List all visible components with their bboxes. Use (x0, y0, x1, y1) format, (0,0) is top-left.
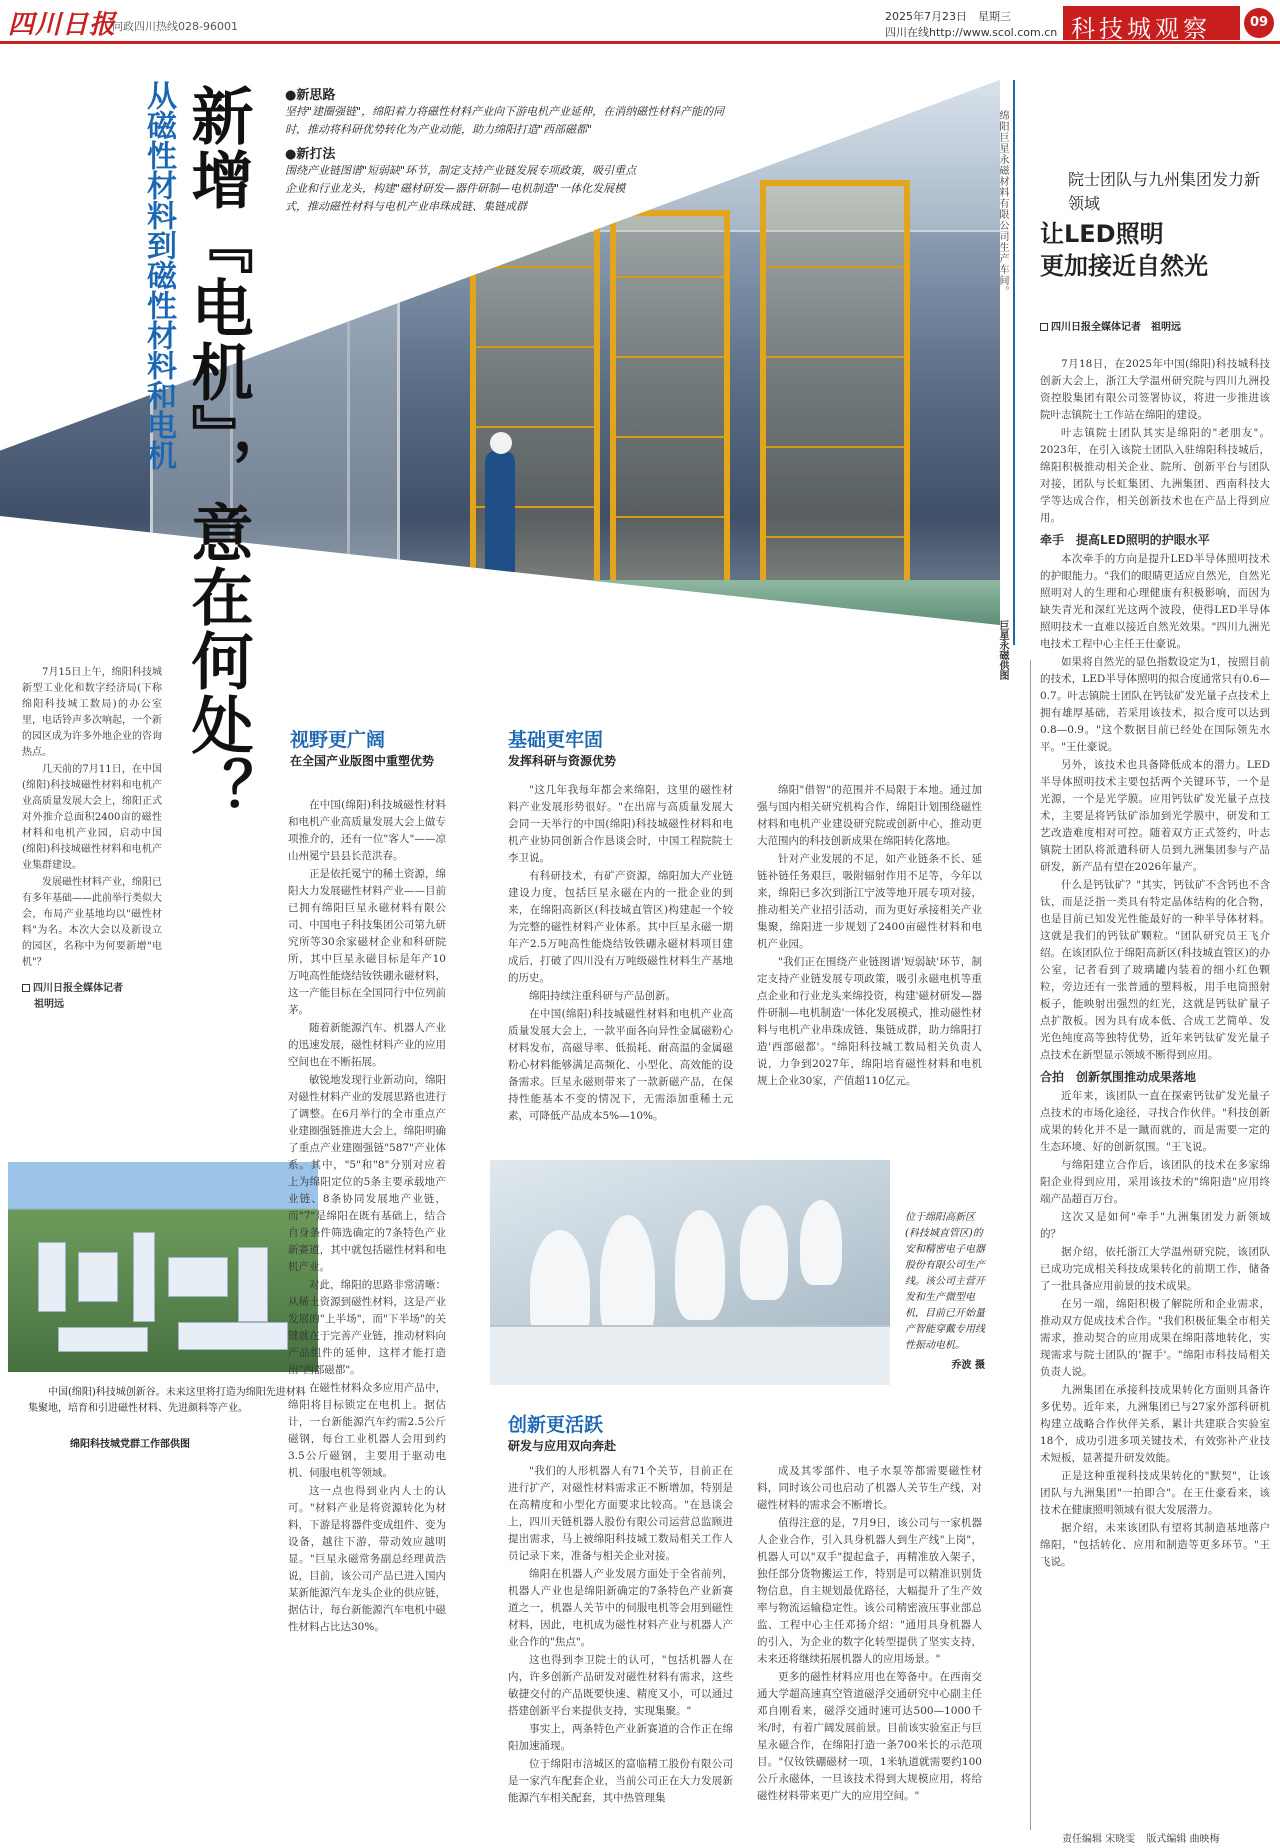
right-sec2-para: 九洲集团在承接科技成果转化方面则具备许多优势。近年来，九洲集团已与27家外部科研机构建立战略合作伙伴关系，累计共建联合实验室18个，成功引进多项关键技术，有效弥补产业技术短板，显著提升研发效能。 (1040, 1384, 1270, 1464)
intro-para: 7月15日上午，绵阳科技城新型工业化和数字经济局(下称绵阳科技城工数局)的办公室里，电话铃声多次响起，一个新的园区成为许多外地企业的咨询热点。 (22, 667, 162, 758)
masthead (0, 0, 1280, 44)
section-2-title: 基础更牢固 (508, 729, 604, 751)
right-sec2-para: 据介绍，未来该团队有望将其制造基地落户绵阳，"包括转化、应用和制造等更多环节。"王飞说。 (1040, 1522, 1270, 1568)
right-sec2-para: 这次又是如何"牵手"九洲集团发力新领域的？ (1040, 1211, 1270, 1240)
s2-para: 有科研技术，有矿产资源，绵阳加大产业链建设力度，包括巨星永磁在内的一批企业的到来，在绵阳高新区(科技城直管区)构建起一个较为完整的磁性材料产业体系。其中巨星永磁一期年产2.5万吨高性能烧结钕铁硼永磁材料项目建成后，打破了四川没有万吨级磁性材料生产基地的历史。 (508, 870, 733, 984)
right-sec1-para: 另外，该技术也具备降低成本的潜力。LED半导体照明技术主要包括两个关键环节，一个是光源，一个是光学膜。应用钙钛矿发光量子点技术，主要是将钙钛矿添加到光学膜中，研发和工艺改造难度相对可控。随着双方正式签约，叶志镇院士团队将派遣科研人员到九洲集团参与产品研发，新产品有望在2026年量产。 (1040, 759, 1270, 873)
right-sec2-para: 与绵阳建立合作后，该团队的技术在多家绵阳企业得到应用，采用该技术的"绵阳造"应用终端产品超百万台。 (1040, 1159, 1270, 1205)
intro-para: 几天前的7月11日，在中国(绵阳)科技城磁性材料和电机产业高质量发展大会上，绵阳正式对外推介总面积2400亩的磁性材料和电机产业园，启动中国(绵阳)科技城磁性材料和电机产业集群建设。 (22, 764, 162, 871)
aerial-credit: 绵阳科技城党群工作部供图 (70, 1439, 190, 1450)
editor-name: 宋晓雯 (1105, 1834, 1136, 1845)
aerial-caption (28, 1385, 313, 1417)
section-2-subtitle: 发挥科研与资源优势 (508, 754, 617, 768)
hotline-text: 问政四川热线028-96001 (112, 20, 238, 33)
aerial-caption-text: 中国(绵阳)科技城创新谷。未来这里将打造为绵阳先进材料集聚地，培育和引进磁性材料、先进颜料等产业。 (28, 1387, 306, 1414)
footer-credits (1062, 1830, 1220, 1845)
section-3-body-b (757, 1463, 982, 1806)
photo-caption-vertical: 绵阳巨星永磁材料有限公司生产车间。 (997, 110, 1008, 297)
right-headline-1: 让LED照明 (1040, 220, 1164, 248)
s2-para: 针对产业发展的不足，如产业链条不长、延链补链任务艰巨，吸附辐射作用不足等，今年以来，绵阳已多次到浙江宁波等地开展专项对接，推动相关产业招引活动，而为更好承接相关产业集聚，绵阳进一步规划了2400亩磁性材料和电机产业园。 (757, 853, 982, 950)
new-method-text: 围绕产业链图谱"短弱缺"环节，制定支持产业链发展专项政策，吸引重点企业和行业龙头，构建"磁材研发—器件研制—电机制造"一体化发展模式，推动磁性材料与电机产业串珠成链、集链成群 (285, 164, 637, 213)
right-intro-para: 7月18日，在2025年中国(绵阳)科技城科技创新大会上，浙江大学温州研究院与四川九洲投资控股集团有限公司签署协议，将进一步推进该院叶志镇院士工作站在绵阳的建设。 (1040, 358, 1270, 421)
s2-para: 绵阳"借智"的范围并不局限于本地。通过加强与国内相关研究机构合作，绵阳计划围绕磁性材料和电机产业建设研究院或创新中心，推动更大范围内的科技创新成果在绵阳转化落地。 (757, 784, 982, 847)
editor-label: 责任编辑 (1062, 1834, 1102, 1845)
section-2-body-a (508, 782, 733, 1126)
new-idea-label: ●新思路 (285, 88, 336, 103)
section-1-body (288, 797, 446, 1637)
section-2-body-b (757, 782, 982, 1091)
s2-para: 在中国(绵阳)科技城磁性材料和电机产业高质量发展大会上，一款平面各向异性金属磁粉心材料发布，高磁导率、低损耗、耐高温的金属磁粉心材料能够满足高频化、小型化、高效能的设备需求。巨星永磁则带来了一款新磁产品，在保持性能基本不变的情况下，无需添加重稀土元素，可降低产品成本5%—10%。 (508, 1008, 733, 1122)
headline-kicker: 从磁性材料到磁性材料和电机 (141, 80, 176, 470)
section-1 (290, 725, 450, 780)
right-kicker: 院士团队与九州集团发力新领域 (1068, 170, 1261, 213)
intro-para: 发展磁性材料产业，绵阳已有多年基础——此前举行类似大会，布局产业基地均以"磁性材料"为名。本次大会以及新设立的园区，名称中为何要新增"电机"？ (22, 877, 162, 968)
section-1-subtitle: 在全国产业版图中重塑优势 (290, 754, 435, 768)
lead-intro (22, 665, 162, 1013)
s3-para: 绵阳在机器人产业发展方面处于全省前列，机器人产业也是绵阳新确定的7条特色产业新赛道之一，机器人关节中的伺服电机等会用到磁性材料，因此，电机成为磁性材料产业与机器人产业合作的"焦点"。 (508, 1568, 733, 1648)
factory-line-caption (905, 1210, 985, 1374)
right-headline-2: 更加接近自然光 (1040, 252, 1208, 280)
right-sec1-para: 什么是钙钛矿？"其实，钙钛矿不含钙也不含钛，而是泛指一类具有特定晶体结构的化合物，也是目前已知发光性能最好的一种半导体材料。这就是我们的钙钛矿颗粒。"团队研究员王飞介绍。在该团队位于绵阳高新区(科技城直管区)的办公室，记者看到了玻璃罐内装着的细小红色颗粒，旁边还有一张普通的塑料板，用手电筒照射板子，能映射出强烈的红光，这就是钙钛矿量子点扩散板。因为具有成本低、合成工艺简单、发光色纯度高等独特优势，近年来钙钛矿发光量子点技术在新型显示领域不断得到应用。 (1040, 879, 1270, 1061)
factory-line-photo (490, 1160, 890, 1385)
factory-line-caption-text: 位于绵阳高新区(科技城直管区)的安和精密电子电器股份有限公司生产线。该公司主营开发和生产微型电机，目前已开始量产智能穿戴专用线性振动电机。 (905, 1212, 985, 1351)
lead-byline (22, 981, 162, 1013)
right-sec1-para: 如果将自然光的显色指数设定为1，按照目前的技术，LED半导体照明的拟合度通常只有0.6—0.7。叶志镇院士团队在钙钛矿发光量子点技术上拥有雄厚基础，若采用该技术，拟合度可以达到0.8—0.9。"这个数据目前已经处在国际领先水平。"王仕豪说。 (1040, 656, 1270, 753)
s3-para: "我们的人形机器人有71个关节，目前正在进行扩产，对磁性材料需求正不断增加，特别是在高精度和小型化方面要求比较高。"在恳谈会上，四川天链机器人股份有限公司运营总监顾进提出需求，马上被绵阳科技城工数局相关工作人员记录下来，准备与相关企业对接。 (508, 1465, 733, 1562)
section-2 (508, 725, 758, 770)
right-body (1040, 356, 1270, 1572)
section-3 (508, 1410, 758, 1455)
factory-line-credit: 乔波 摄 (951, 1360, 985, 1371)
s3-para: 更多的磁性材料应用也在筹备中。在西南交通大学超高速真空管道磁浮交通研究中心副主任邓自刚看来，磁浮交通时速可达500—1000千米/时，有着广阔发展前景。目前该实验室正与巨星永磁合作，在绵阳打造一条700米长的示范项目。"仅钕铁硼磁材一项，1米轨道就需要约100公斤永磁体，一旦该技术得到大规模应用，将给磁性材料带来更广大的应用空间。" (757, 1671, 982, 1802)
s1-para: 在磁性材料众多应用产品中，绵阳将目标锁定在电机上。据估计，一台新能源汽车约需2.5公斤磁钢，每台工业机器人会用到约3.5公斤磁钢，主要用于驱动电机、伺服电机等领域。 (288, 1382, 446, 1479)
right-byline-text: 四川日报全媒体记者 祖明远 (1051, 322, 1181, 333)
aerial-photo (8, 1162, 318, 1372)
s3-para: 事实上，两条特色产业新赛道的合作正在绵阳加速涌现。 (508, 1723, 733, 1752)
issue-date: 2025年7月23日 星期三 (885, 10, 1011, 23)
layout-name: 曲映梅 (1189, 1834, 1220, 1845)
s1-para: 这一点也得到业内人士的认可。"材料产业是将资源转化为材料，下游是将器件变成组件、变为设备，越往下游，带动效应越明显。"巨星永磁常务副总经理黄浩说，目前，该公司产品已进入国内某新能源汽车龙头企业的供应链，据估计，每台新能源汽车电机中磁性材料占比达30%。 (288, 1485, 446, 1633)
right-sec1-para: 本次牵手的方向是提升LED半导体照明技术的护眼能力。"我们的眼睛更适应自然光，自然光照明对人的生理和心理健康有积极影响，而因为缺失青光和深红光这两个波段，使得LED半导体照明技术一直难以接近自然光效果。"四川九洲光电技术工程中心主任王仕豪说。 (1040, 553, 1270, 650)
newspaper-logo: 四川日报 (8, 10, 117, 40)
right-sec2-para: 在另一端，绵阳积极了解院所和企业需求，推动双方促成技术合作。"我们积极征集全市相关需求，推动契合的应用成果在绵阳落地转化，实现需求与院士团队的'握手'。"绵阳市科技局相关负责人说。 (1040, 1298, 1270, 1378)
byline-label: 四川日报全媒体记者 (33, 983, 123, 994)
new-method-label: ●新打法 (285, 147, 336, 162)
s3-para: 这也得到李卫院士的认可，"包括机器人在内，许多创新产品研发对磁性材料有需求，这些敏捷交付的产品既要快速、精度又小，可以通过搭建创新平台来提供支持，实现集聚。" (508, 1654, 733, 1717)
right-intro-para: 叶志镇院士团队其实是绵阳的"老朋友"。2023年，在引入该院士团队入驻绵阳科技城后，绵阳积极推动相关企业、院所、创新平台与团队对接，团队与长虹集团、九洲集团、西南科技大学等达成合作，相关创新技术也在产品上得到应用。 (1040, 427, 1270, 524)
s3-para: 位于绵阳市涪城区的富临精工股份有限公司是一家汽车配套企业，当前公司正在大力发展新能源汽车相关配套，其中热管理集 (508, 1758, 733, 1804)
section-3-subtitle: 研发与应用双向奔赴 (508, 1439, 617, 1453)
section-3-title: 创新更活跃 (508, 1414, 604, 1436)
s1-para: 敏锐地发现行业新动向，绵阳对磁性材料产业的发展思路也进行了调整。在6月举行的全市重点产业建圈强链推进大会上，绵阳明确了重点产业建圈强链"587"产业体系。其中，"5"和"8"分别对应着上为绵阳定位的5条主要承载地产业链、8条协同发展地产业链，而"7"是绵阳在既有基础上，结合自身条件筛选确定的7条特色产业新赛道，其中就包括磁性材料和电机产业。 (288, 1074, 446, 1273)
strategy-blurb (285, 84, 735, 216)
s1-para: 正是依托冕宁的稀土资源，绵阳大力发展磁性材料产业——目前已拥有绵阳巨星永磁材料有限公司、中国电子科技集团公司第九研究所等30余家磁材企业和科研院所，其中巨星永磁目标是年产10万吨高性能烧结钕铁硼永磁材料，这一产能目标在全国同行中位列前茅。 (288, 868, 446, 1016)
right-sec2-para: 近年来，该团队一直在探索钙钛矿发光量子点技术的市场化途径，寻找合作伙伴。"科技创新成果的转化并不是一蹴而就的，而是需要一定的生态环境、好的创新氛围。"王飞说。 (1040, 1090, 1270, 1153)
section-1-title: 视野更广阔 (290, 729, 386, 751)
right-article (1040, 168, 1270, 282)
section-banner (1063, 6, 1240, 43)
s1-para: 随着新能源汽车、机器人产业的迅速发展，磁性材料产业的应用空间也在不断拓展。 (288, 1022, 446, 1068)
headline: 新增『电机』，意在何处？ (181, 84, 254, 821)
s3-para: 值得注意的是，7月9日，该公司与一家机器人企业合作，引入具身机器人到生产线"上岗"，机器人可以"双手"提起盒子，再精准放入架子，独任部分货物搬运工作，特别是可以精准识别货物信息，自主规划最优路径，大幅提升了生产效率与物流运输稳定性。该公司精密液压事业部总监、工程中心主任邓扬介绍："通用具身机器人的引入，为企业的数字化转型提供了坚实支持，未来还将继续拓展机器人的应用场景。" (757, 1517, 982, 1665)
s3-para: 成及其零部件、电子水泵等都需要磁性材料，同时该公司也启动了机器人关节生产线，对磁性材料的需求会不断增长。 (757, 1465, 982, 1511)
new-idea-text: 坚持"建圈强链"，绵阳着力将磁性材料产业向下游电机产业延伸，在消纳磁性材料产能的同时，推动将科研优势转化为产业动能，助力绵阳打造"西部磁都" (285, 105, 725, 136)
column-rule (1013, 80, 1015, 645)
right-section-1-title: 牵手 提高LED照明的护眼水平 (1040, 533, 1210, 547)
s1-para: 对此，绵阳的思路非常清晰：从稀土资源到磁性材料，这是产业发展的"上半场"，而"下半场"的关键就在于完善产业链，推动材料向产品组件的延伸，这样才能打造出"西部磁都"。 (288, 1279, 446, 1376)
s1-para: 在中国(绵阳)科技城磁性材料和电机产业高质量发展大会上做专项推介的，还有一位"客人"——凉山州冕宁县县长范洪春。 (288, 799, 446, 862)
right-byline (1040, 318, 1181, 333)
section-3-body-a (508, 1463, 733, 1808)
section-title: 科技城观察 (1071, 15, 1211, 43)
site-url: 四川在线http://www.scol.com.cn (885, 26, 1058, 39)
layout-label: 版式编辑 (1146, 1834, 1187, 1845)
column-divider (1030, 660, 1031, 1830)
s2-para: "我们正在围绕产业链图谱'短弱缺'环节，制定支持产业链发展专项政策，吸引永磁电机等重点企业和行业龙头来绵投资，构建'磁材研发—器件研制—电机制造'一体化发展模式，推动磁性材料与电机产业串珠成链、集链成群，助力绵阳打造'西部磁都'。"绵阳科技城工数局相关负责人说，力争到2027年，绵阳培育磁性材料和电机规上企业30家，产值超110亿元。 (757, 956, 982, 1087)
page-number: 09 (1244, 8, 1274, 38)
right-sec2-para: 正是这种重视科技成果转化的"默契"，让该团队与九洲集团"一拍即合"。在王仕豪看来，该技术在健康照明领域有很大发展潜力。 (1040, 1470, 1270, 1516)
right-sec2-para: 据介绍，依托浙江大学温州研究院，该团队已成功完成相关科技成果转化的前期工作，储备了一批具备应用前景的技术成果。 (1040, 1246, 1270, 1292)
s2-para: "这几年我每年都会来绵阳，这里的磁性材料产业发展形势很好。"在出席与高质量发展大会同一天举行的中国(绵阳)科技城磁性材料和电机产业协同创新合作恳谈会时，中国工程院院士李卫说。 (508, 784, 733, 864)
byline-name: 祖明远 (34, 999, 64, 1010)
s2-para: 绵阳持续注重科研与产品创新。 (529, 990, 676, 1002)
photo-credit-vertical: 巨星永磁供图 (997, 620, 1008, 680)
right-section-2-title: 合拍 创新氛围推动成果落地 (1040, 1070, 1197, 1084)
